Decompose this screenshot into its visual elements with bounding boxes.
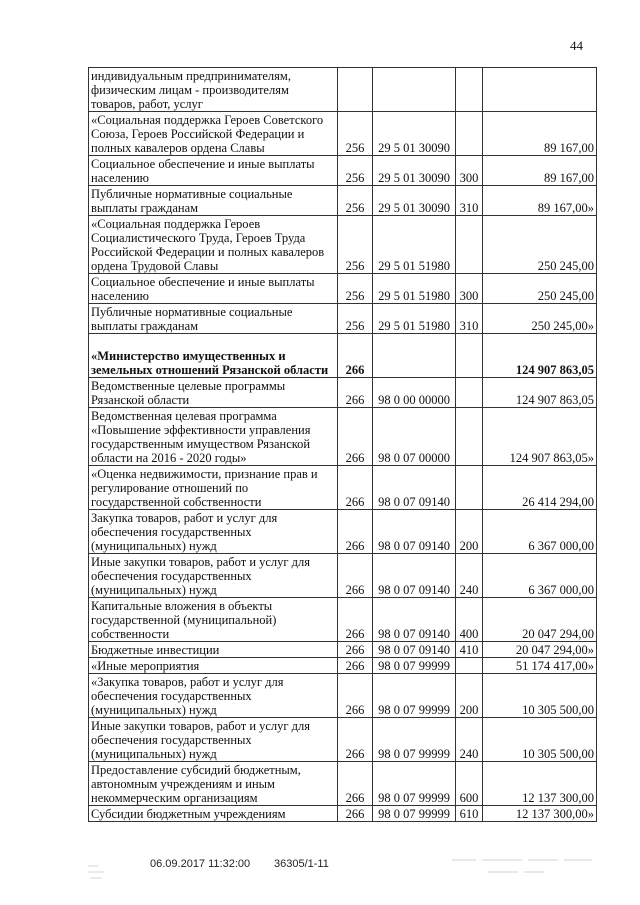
- row-name: Субсидии бюджетным учреждениям: [89, 806, 338, 822]
- row-amount: 12 137 300,00: [483, 762, 597, 806]
- row-amount: 124 907 863,05»: [483, 408, 597, 466]
- row-cs-code: 29 5 01 51980: [373, 274, 456, 304]
- row-vr-code: 300: [456, 156, 483, 186]
- table-row: [89, 408, 597, 466]
- row-name: Публичные нормативные социальные выплаты гражданам: [89, 186, 338, 216]
- row-name: Бюджетные инвестиции: [89, 642, 338, 658]
- row-cs-code: 98 0 07 09140: [373, 554, 456, 598]
- row-vr-code: 610: [456, 806, 483, 822]
- row-gr-code: 266: [338, 806, 373, 822]
- row-amount: 20 047 294,00»: [483, 642, 597, 658]
- row-vr-code: 400: [456, 598, 483, 642]
- table-row: [89, 112, 597, 156]
- table-row: [89, 510, 597, 554]
- row-name: Иные закупки товаров, работ и услуг для обеспечения государственных (муниципальных) нужд: [89, 554, 338, 598]
- row-name: «Иные мероприятия: [89, 658, 338, 674]
- row-cs-code: 29 5 01 51980: [373, 216, 456, 274]
- row-amount: [483, 68, 597, 112]
- row-cs-code: 98 0 00 00000: [373, 378, 456, 408]
- table-row: [89, 156, 597, 186]
- row-name: «Закупка товаров, работ и услуг для обеспечения государственных (муниципальных) нужд: [89, 674, 338, 718]
- row-vr-code: [456, 68, 483, 112]
- row-cs-code: 98 0 07 99999: [373, 762, 456, 806]
- row-vr-code: [456, 334, 483, 378]
- row-gr-code: 266: [338, 334, 373, 378]
- row-amount: 89 167,00»: [483, 186, 597, 216]
- row-amount: 124 907 863,05: [483, 334, 597, 378]
- row-cs-code: 98 0 07 99999: [373, 658, 456, 674]
- table-row: [89, 304, 597, 334]
- row-vr-code: 600: [456, 762, 483, 806]
- row-amount: 51 174 417,00»: [483, 658, 597, 674]
- row-gr-code: 266: [338, 642, 373, 658]
- row-vr-code: 240: [456, 718, 483, 762]
- row-gr-code: 266: [338, 510, 373, 554]
- table-row: [89, 216, 597, 274]
- row-gr-code: 266: [338, 408, 373, 466]
- row-name: Предоставление субсидий бюджетным, автономным учреждениям и иным некоммерческим организациям: [89, 762, 338, 806]
- row-gr-code: 266: [338, 762, 373, 806]
- table-row: [89, 554, 597, 598]
- row-vr-code: [456, 466, 483, 510]
- row-name: Социальное обеспечение и иные выплаты населению: [89, 274, 338, 304]
- budget-allocation-table: [88, 67, 597, 822]
- page-number: 44: [570, 38, 583, 53]
- row-vr-code: 200: [456, 510, 483, 554]
- row-gr-code: 266: [338, 554, 373, 598]
- row-amount: 26 414 294,00: [483, 466, 597, 510]
- row-vr-code: 240: [456, 554, 483, 598]
- row-gr-code: 266: [338, 658, 373, 674]
- row-cs-code: [373, 68, 456, 112]
- table-row: [89, 334, 597, 378]
- row-vr-code: [456, 216, 483, 274]
- row-amount: 6 367 000,00: [483, 510, 597, 554]
- row-gr-code: 266: [338, 674, 373, 718]
- row-gr-code: 256: [338, 156, 373, 186]
- row-cs-code: 98 0 07 99999: [373, 718, 456, 762]
- row-gr-code: 266: [338, 718, 373, 762]
- row-gr-code: 256: [338, 186, 373, 216]
- row-name: Закупка товаров, работ и услуг для обеспечения государственных (муниципальных) нужд: [89, 510, 338, 554]
- table-row: [89, 274, 597, 304]
- table-row: [89, 806, 597, 822]
- row-cs-code: 98 0 07 99999: [373, 674, 456, 718]
- row-amount: 250 245,00: [483, 216, 597, 274]
- row-amount: 10 305 500,00: [483, 674, 597, 718]
- row-vr-code: 310: [456, 186, 483, 216]
- row-vr-code: [456, 408, 483, 466]
- row-cs-code: 29 5 01 30090: [373, 112, 456, 156]
- row-name: Ведомственные целевые программы Рязанской области: [89, 378, 338, 408]
- faint-electronic-signature-stamp: [448, 852, 598, 882]
- row-name: Капитальные вложения в объекты государственной (муниципальной) собственности: [89, 598, 338, 642]
- row-amount: 250 245,00: [483, 274, 597, 304]
- table-row: [89, 658, 597, 674]
- row-vr-code: [456, 378, 483, 408]
- row-gr-code: 266: [338, 466, 373, 510]
- row-name: «Социальная поддержка Героев Социалистического Труда, Героев Труда Российской Федерации и полных кавалеров ордена Трудовой Славы: [89, 216, 338, 274]
- row-vr-code: 200: [456, 674, 483, 718]
- row-gr-code: 256: [338, 304, 373, 334]
- row-amount: 20 047 294,00: [483, 598, 597, 642]
- row-cs-code: 98 0 07 09140: [373, 510, 456, 554]
- row-amount: 89 167,00: [483, 112, 597, 156]
- row-name: «Оценка недвижимости, признание прав и регулирование отношений по государственной собственности: [89, 466, 338, 510]
- row-amount: 12 137 300,00»: [483, 806, 597, 822]
- table-row: [89, 762, 597, 806]
- row-vr-code: 300: [456, 274, 483, 304]
- table-body: [89, 68, 597, 822]
- row-name: «Министерство имущественных и земельных отношений Рязанской области: [89, 334, 338, 378]
- row-name: индивидуальным предпринимателям, физическим лицам - производителям товаров, работ, услуг: [89, 68, 338, 112]
- row-gr-code: 256: [338, 274, 373, 304]
- table-row: [89, 68, 597, 112]
- row-cs-code: 98 0 07 99999: [373, 806, 456, 822]
- row-gr-code: 266: [338, 598, 373, 642]
- row-name: «Социальная поддержка Героев Советского Союза, Героев Российской Федерации и полных кавалеров ордена Славы: [89, 112, 338, 156]
- row-cs-code: 98 0 07 09140: [373, 598, 456, 642]
- row-gr-code: 256: [338, 216, 373, 274]
- row-gr-code: 256: [338, 112, 373, 156]
- table-row: [89, 598, 597, 642]
- row-name: Ведомственная целевая программа «Повышение эффективности управления государственным имуществом Рязанской области на 2016 - 2020 годы»: [89, 408, 338, 466]
- faint-stamp-mark-left: [86, 860, 116, 884]
- row-gr-code: [338, 68, 373, 112]
- row-gr-code: 266: [338, 378, 373, 408]
- table-row: [89, 674, 597, 718]
- row-name: Публичные нормативные социальные выплаты гражданам: [89, 304, 338, 334]
- row-name: Иные закупки товаров, работ и услуг для обеспечения государственных (муниципальных) нужд: [89, 718, 338, 762]
- row-cs-code: 29 5 01 30090: [373, 186, 456, 216]
- row-amount: 89 167,00: [483, 156, 597, 186]
- table-row: [89, 186, 597, 216]
- row-amount: 124 907 863,05: [483, 378, 597, 408]
- row-cs-code: 29 5 01 51980: [373, 304, 456, 334]
- table-row: [89, 378, 597, 408]
- table-row: [89, 718, 597, 762]
- row-cs-code: [373, 334, 456, 378]
- row-vr-code: 410: [456, 642, 483, 658]
- row-cs-code: 98 0 07 09140: [373, 642, 456, 658]
- footer-datetime: 06.09.2017 11:32:00: [150, 858, 251, 870]
- row-vr-code: [456, 658, 483, 674]
- row-vr-code: [456, 112, 483, 156]
- row-vr-code: 310: [456, 304, 483, 334]
- row-amount: 10 305 500,00: [483, 718, 597, 762]
- footer-doc-number: 36305/1-11: [274, 858, 329, 870]
- row-cs-code: 98 0 07 09140: [373, 466, 456, 510]
- row-cs-code: 29 5 01 30090: [373, 156, 456, 186]
- row-amount: 6 367 000,00: [483, 554, 597, 598]
- table-row: [89, 466, 597, 510]
- row-cs-code: 98 0 07 00000: [373, 408, 456, 466]
- row-amount: 250 245,00»: [483, 304, 597, 334]
- row-name: Социальное обеспечение и иные выплаты населению: [89, 156, 338, 186]
- table-row: [89, 642, 597, 658]
